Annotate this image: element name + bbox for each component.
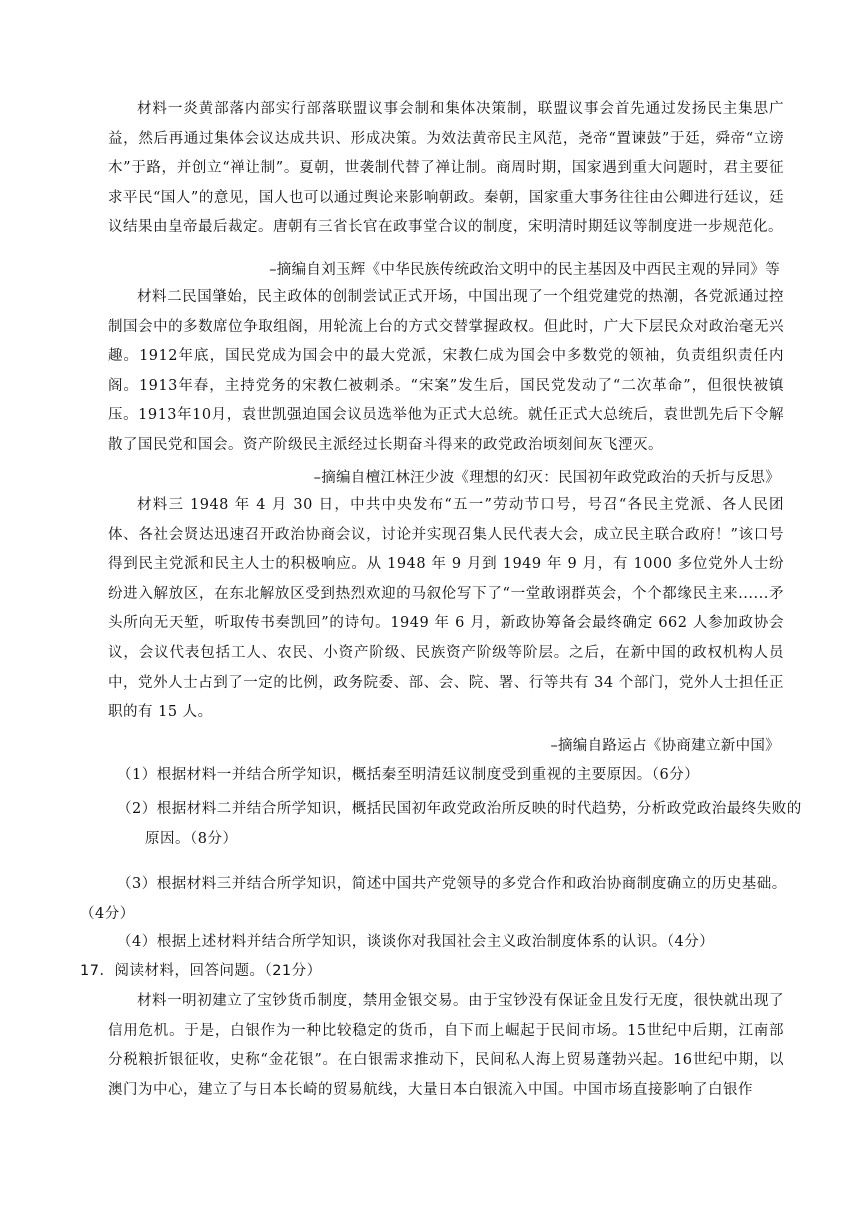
- question-17-heading: 17．阅读材料，回答问题。（21分）: [80, 963, 322, 979]
- material-1-paragraph: 材料一炎黄部落内部实行部落联盟议事会制和集体决策制，联盟议事会首先通过发扬民主集思广益，然后再通过集体会议达成共识、形成决策。为效法黄帝民主风范，尧帝“置谏鼓”于廷，舜帝“立谤木”于路，并创立“禅让制”。夏朝，世袭制代替了禅让制。商周时期，国家遇到重大问题时，君主要征求平民“国人”的意见，国人也可以通过舆论来影响朝政。秦朝，国家重大事务往往由公卿进行廷议，廷议结果由皇帝最后裁定。唐朝有三省长官在政事堂合议的制度，宋明清时期廷议等制度进一步规范化。: [108, 101, 784, 236]
- question-4: （4）根据上述材料并结合所学知识，谈谈你对我国社会主义政治制度体系的认识。（4分）: [117, 934, 715, 950]
- material-3-source: –摘编自路运占《协商建立新中国》: [550, 738, 780, 754]
- material-1-source: –摘编自刘玉辉《中华民族传统政治文明中的民主基因及中西民主观的异同》等: [269, 262, 780, 278]
- material-3-paragraph: 材料三 1948 年 4 月 30 日，中共中央发布“五一”劳动节口号，号召“各民主党派、各人民团体、各社会贤达迅速召开政治协商会议，讨论并实现召集人民代表大会，成立民主联合政府！”该口号得到民主党派和民主人士的积极响应。从 1948 年 9 月到 1949 年 9 月，有 1000 多位党外人士纷纷进入解放区，在东北解放区受到热烈欢迎的马叙伦写下了“一堂敢诩群英会，个个都缘民主来......矛头所向无天堑，听取传书奏凯回”的诗句。1949 年 6 月，新政协筹备会最终确定 662 人参加政协会议，会议代表包括工人、农民、小资产阶级、民族资产阶级等阶层。之后，在新中国的政权机构人员中，党外人士占到了一定的比例，政务院委、部、会、院、署、行等共有 34 个部门，党外人士担任正职的有 15 人。: [108, 497, 784, 721]
- question-2: （2）根据材料二并结合所学知识，概括民国初年政党政治所反映的时代趋势，分析政党政治最终失败的原因。（8分）: [117, 801, 802, 847]
- material-2-source: –摘编自檀江林汪少波《理想的幻灭：民国初年政党政治的夭折与反思》: [313, 470, 780, 486]
- question-1: （1）根据材料一并结合所学知识，概括秦至明清廷议制度受到重视的主要原因。（6分）: [117, 767, 700, 783]
- question-17-material-1: 材料一明初建立了宝钞货币制度，禁用金银交易。由于宝钞没有保证金且发行无度，很快就出现了信用危机。于是，白银作为一种比较稳定的货币，自下而上崛起于民间市场。15世纪中后期，江南部分税粮折银征收，史称“金花银”。在白银需求推动下，民间私人海上贸易蓬勃兴起。16世纪中期，以澳门为中心，建立了与日本长崎的贸易航线，大量日本白银流入中国。中国市场直接影响了白银作: [108, 993, 784, 1098]
- material-2-paragraph: 材料二民国肇始，民主政体的创制尝试正式开场，中国出现了一个组党建党的热潮，各党派通过控制国会中的多数席位争取组阁，用轮流上台的方式交替掌握政权。但此时，广大下层民众对政治毫无兴趣。1912年底，国民党成为国会中的最大党派，宋教仁成为国会中多数党的领袖，负责组织责任内阁。1913年春，主持党务的宋教仁被刺杀。“宋案”发生后，国民党发动了“二次革命”，但很快被镇压。1913年10月，袁世凯强迫国会议员选举他为正式大总统。就任正式大总统后，袁世凯先后下令解散了国民党和国会。资产阶级民主派经过长期奋斗得来的政党政治顷刻间灰飞湮灭。: [108, 289, 784, 453]
- question-3: （3）根据材料三并结合所学知识，简述中国共产党领导的多党合作和政治协商制度确立的历史基础。（4分）: [80, 876, 787, 922]
